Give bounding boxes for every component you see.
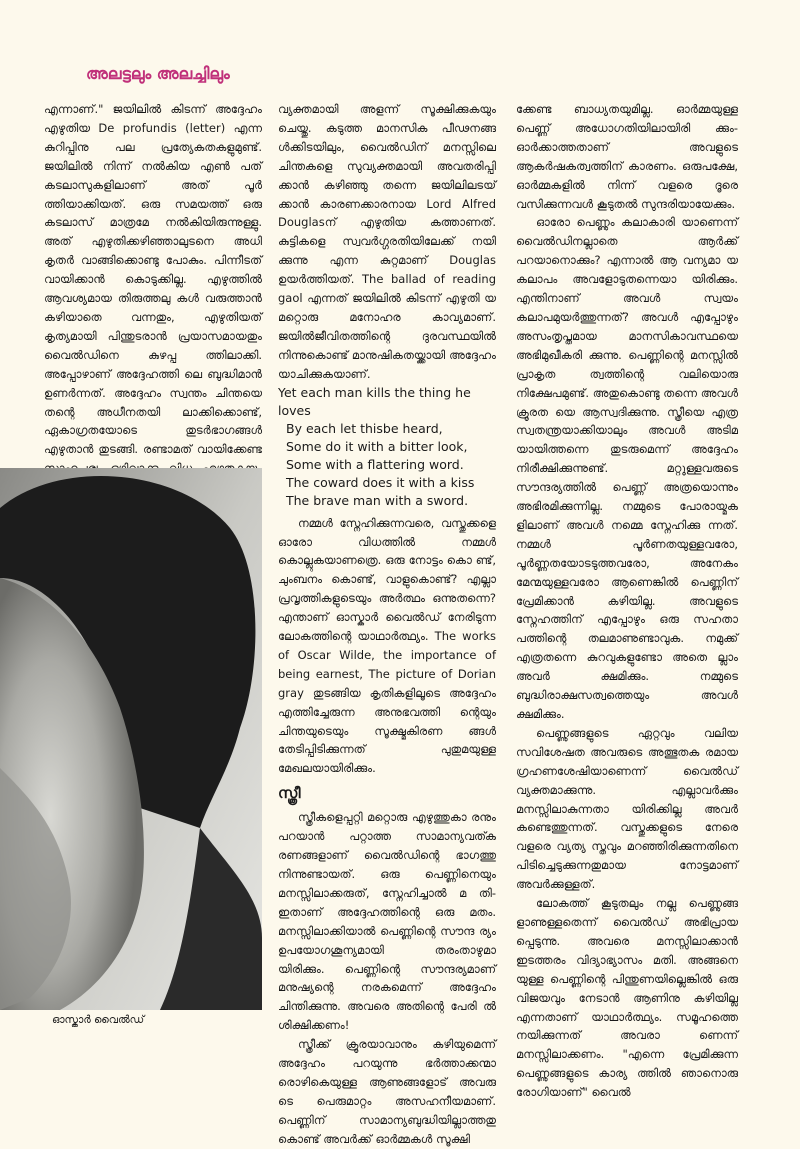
running-header: അലട്ടലും അലച്ചിലും xyxy=(86,64,230,83)
poem-line: By each let thisbe heard, xyxy=(286,420,443,436)
poem-line: The coward does it with a kiss xyxy=(286,474,475,490)
portrait-photo-icon xyxy=(0,468,262,1010)
paragraph: എന്നാണ്." ജയിലിൽ കിടന്ന് അദ്ദേഹം എഴുതിയ De profundis (letter) എന്ന കുറിപ്പിനു പല പ്രത്യേകതകളുമുണ്ട്. ജയിലിൽ നിന്ന് നൽകിയ എൺ പത് കടലാസുകളിലാണ് അത് പൂർ ത്തിയാക്കിയത്. ഒരു സമയത്ത് ഒരു കടലാസ് മാത്രമേ നൽകിയിരുന്നുള്ളു. അത് എഴുതിക്കഴിഞ്ഞാലുടനെ അധി കൃതർ വാങ്ങിക്കൊണ്ടു പോകും. പിന്നീടത് വായിക്കാൻ കൊടുക്കില്ല. എഴുത്തിൽ ആവശ്യമായ തിരുത്തലു കൾ വരുത്താൻ കഴിയാതെ വന്നതും, എഴുതിയത് കൃത്യമായി പിന്തുടരാൻ പ്രയാസമായതും വൈൽഡിനെ കുഴപ്പ ത്തിലാക്കി. അപ്പോഴാണ് അദ്ദേഹത്തി ലെ ബുദ്ധിമാൻ ഉണർന്നത്. അദ്ദേഹം സ്വന്തം ചിന്തയെ തന്റെ അധീനതയി ലാക്കിക്കൊണ്ട്, ഏകാഗ്രതയോടെ തുടർഭാഗങ്ങൾ എഴുതാൻ തുടങ്ങി. രണ്ടാമത് വായിക്കേണ്ട xyxy=(44,102,262,457)
section-heading: സ്ത്രീ xyxy=(278,784,301,803)
paragraph: സ്ത്രീകളെപ്പറ്റി മറ്റൊരു എഴുത്തുകാ രനും പറയാൻ പറ്റാത്ത സാമാന്യവത്ക രണങ്ങളാണ് വൈൽഡിന്റെ ഭാഗത്തു നിന്നുണ്ടായത്. ഒരു പെണ്ണിനെയും മനസ്സിലാക്കരുത്, സ്നേഹിച്ചാൽ മ തി-ഇതാണ് അദ്ദേഹത്തിന്റെ ഒരു മതം. മനസ്സിലാക്കിയാൽ പെണ്ണിന്റെ സൗന്ദ ര്യം ഉപയോഗശൂന്യമായി തരംതാഴുമാ യിരിക്കും. പെണ്ണിന്റെ സൗന്ദര്യമാണ് മനുഷ്യന്റെ നരകമെന്ന് അദ്ദേഹം ചിന്തിക്കുന്നു. അവരെ അതിന്റെ പേരി ൽ ശിക്ഷിക്കണം! xyxy=(278,810,496,1033)
poem-line: The brave man with a sword. xyxy=(286,492,469,508)
paragraph: സ്ത്രീക്ക് ക്രൂരയാവാനും കഴിയുമെന്ന് അദ്ദേഹം പറയുന്നു ഭർത്താക്കന്മാ രൊഴികെയുള്ള ആണുങ്ങളോട് അവരു ടെ പെരുമാറ്റം അസഹനീയമാണ്. പെണ്ണിന് സാമാന്യബുദ്ധിയില്ലാത്തതു കൊണ്ട് അവർക്ക് ഓർമ്മകൾ സൂക്ഷി xyxy=(278,1037,496,1146)
paragraph: പെണ്ണുങ്ങളുടെ ഏറ്റവും വലിയ സവിശേഷത അവരുടെ അത്ഭുതക രമായ ഗ്രഹണശേഷിയാണെന്ന് വൈൽഡ് വ്യക്തമാക്കുന്നു. എല്ലാവർക്കും മനസ്സിലാകുന്നതാ യിരിക്കില്ല അവർ കണ്ടെത്തുന്നത്. വസ്തുക്കളുടെ നേരെ വളരെ വ്യത്യ സ്തവും മറഞ്ഞിരിക്കുന്നതിനെ പിടിച്ചെടുക്കുന്നതുമായ നോട്ടമാണ് അവർക്കുള്ളത്. xyxy=(516,725,738,892)
paragraph: നമ്മൾ സ്നേഹിക്കുന്നവരെ, വസ്തുക്കളെ ഓരോ വിധത്തിൽ നമ്മൾ കൊല്ലുകയാണത്രെ. ഒരു നോട്ടം കൊ ണ്ട്, ചുംബനം കൊണ്ട്, വാളുകൊണ്ട്? എല്ലാ പ്രവൃത്തികളുടെയും അർത്ഥം ഒന്നുതന്നെ? എന്താണ് ഓസ്കാർ വൈൽഡ് നേരിടുന്ന ലോകത്തിന്റെ യാഥാർത്ഥ്യം. The works of Oscar Wilde, the importance of being earnest, The picture of Dorian gray തുടങ്ങിയ കൃതികളിലൂടെ അദ്ദേഹം എത്തിച്ചേരുന്ന അനുഭവത്തി ന്റെയും ചിന്തയുടെയും സൂക്ഷ്മകിരണ ങ്ങൾ തേടിപ്പിടിക്കുന്നത് പുതുമയുള്ള മേഖലയായിരിക്കും. xyxy=(278,515,496,776)
paragraph: വ്യക്തമായി അളന്ന് സൂക്ഷിക്കുകയും ചെയ്തു. കടുത്ത മാനസിക പീഢനങ്ങ ൾക്കിടയിലും, വൈൽഡിന് മനസ്സിലെ ചിന്തകളെ സുവ്യക്തമായി അവതരിപ്പി ക്കാൻ കഴിഞ്ഞു തന്നെ ജയിലിലടയ് ക്കാൻ കാരണക്കാരനായ Lord Alfred Douglasന് എഴുതിയ കത്താണത്. കുട്ടികളെ സ്വവർഗ്ഗരതിയിലേക്ക് നയി ക്കുന്നു എന്ന കുറ്റമാണ് Douglas ഉയർത്തിയത്. The ballad of reading gaol എന്നത് ജയിലിൽ കിടന്ന് എഴുതി യ മറ്റൊരു മനോഹര കാവ്യമാണ്. ജയിൽജീവിതത്തിന്റെ ദുരവസ്ഥയിൽ നിന്നുകൊണ്ട് മാനുഷികതയ്ക്കായി അദ്ദേഹം യാചിക്കുകയാണ്. xyxy=(278,102,496,381)
portrait-photo xyxy=(0,468,262,1010)
paragraph: ഓരോ പെണ്ണും കലാകാരി യാണെന്ന് വൈൽഡിനല്ലാതെ ആർക്ക് പറയാനൊക്കും? എന്നാൽ ആ വന്യമാ യ കലാപം അവളോടുതന്നെയാ യിരിക്കും. എന്തിനാണ് അവൾ സ്വയം കലാപമുയർത്തുന്നത്? അവൾ എപ്പോഴും അസംതൃപ്തമായ മാനസികാവസ്ഥയെ അഭിമുഖീകരി ക്കുന്നു. പെണ്ണിന്റെ മനസ്സിൽ പ്രാകൃത ത്വത്തിന്റെ വലിയൊരു നിക്ഷേപമുണ്ട്. അതുകൊണ്ടു തന്നെ അവൾ ക്രൂരത യെ ആസ്വദിക്കുന്നു. സ്ത്രീയെ എത്ര സ്വതന്ത്രയാക്കിയാലും അവൾ അടിമ യായിത്തന്നെ തുടരുമെന്ന് അദ്ദേഹം നിരീക്ഷിക്കുന്നുണ്ട്. മറ്റുള്ളവരുടെ സൗന്ദര്യത്തിൽ പെണ്ണ് അത്രയൊന്നും അഭിരമിക്കുന്നില്ല. നമ്മുടെ പോരായ്മക ളിലാണ് അവൾ നമ്മെ സ്നേഹിക്കു ന്നത്. നമ്മൾ പൂർണതയുള്ളവരോ, പൂർണ്ണതയോടടുത്തവരോ, അനേകം മേന്മയുള്ളവരോ ആണെങ്കിൽ പെണ്ണിന് പ്രേമിക്കാൻ കഴിയില്ല. അവളുടെ സ്നേഹത്തിന് എപ്പോഴും ഒരു സഹതാ പത്തിന്റെ തലമാണുണ്ടാവുക. നമുക്ക് എത്രതന്നെ കുറവുകളുണ്ടോ അതെ ല്ലാം അവർ ക്ഷമിക്കും. നമ്മുടെ ബുദ്ധിരാക്ഷസത്വത്തെയും അവൾ ക്ഷമിക്കും. xyxy=(516,215,738,721)
column-1 xyxy=(44,100,262,497)
poem-line: Yet each man kills the thing he loves xyxy=(278,384,471,418)
paragraph: ക്കേണ്ട ബാധ്യതയുമില്ല. ഓർമ്മയുള്ള പെണ്ണ് അധോഗതിയിലായിരി ക്കും-ഓർക്കാത്തതാണ് അവളുടെ ആകർഷകത്വത്തിന് കാരണം. ഒരുപക്ഷേ, ഓർമ്മകളിൽ നിന്ന് വളരെ ദൂരെ വസിക്കുന്നവൾ കൂടുതൽ സുന്ദരിയായേക്കും. xyxy=(516,102,738,211)
photo-caption: ഓസ്കാർ വൈൽഡ് xyxy=(52,1014,145,1026)
poem-line: Some with a flattering word. xyxy=(286,456,464,472)
column-3 xyxy=(516,100,738,1102)
paragraph: ലോകത്ത് കൂടുതലും നല്ല പെണ്ണുങ്ങ ളാണുള്ളതെന്ന് വൈൽഡ് അഭിപ്രായ പ്പെടുന്നു. അവരെ മനസ്സിലാക്കാൻ ഇടത്തരം വിദ്യാഭ്യാസം മതി. അങ്ങനെ യുള്ള പെണ്ണിന്റെ പിന്തുണയില്ലെങ്കിൽ ഒരു വിജയവും നേടാൻ ആണിനു കഴിയില്ല എന്നതാണ് യാഥാർത്ഥ്യം. സമൂഹത്തെ നയിക്കുന്നത് അവരാ ണെന്ന് മനസ്സിലാക്കണം. "എന്നെ പ്രേമിക്കുന്ന പെണ്ണുങ്ങളുടെ കാര്യ ത്തിൽ ഞാനൊരു രോഗിയാണ്" വൈൽ xyxy=(516,896,738,1100)
poem-line: Some do it with a bitter look, xyxy=(286,438,468,454)
column-2 xyxy=(278,100,496,1149)
poem-excerpt xyxy=(278,384,496,510)
